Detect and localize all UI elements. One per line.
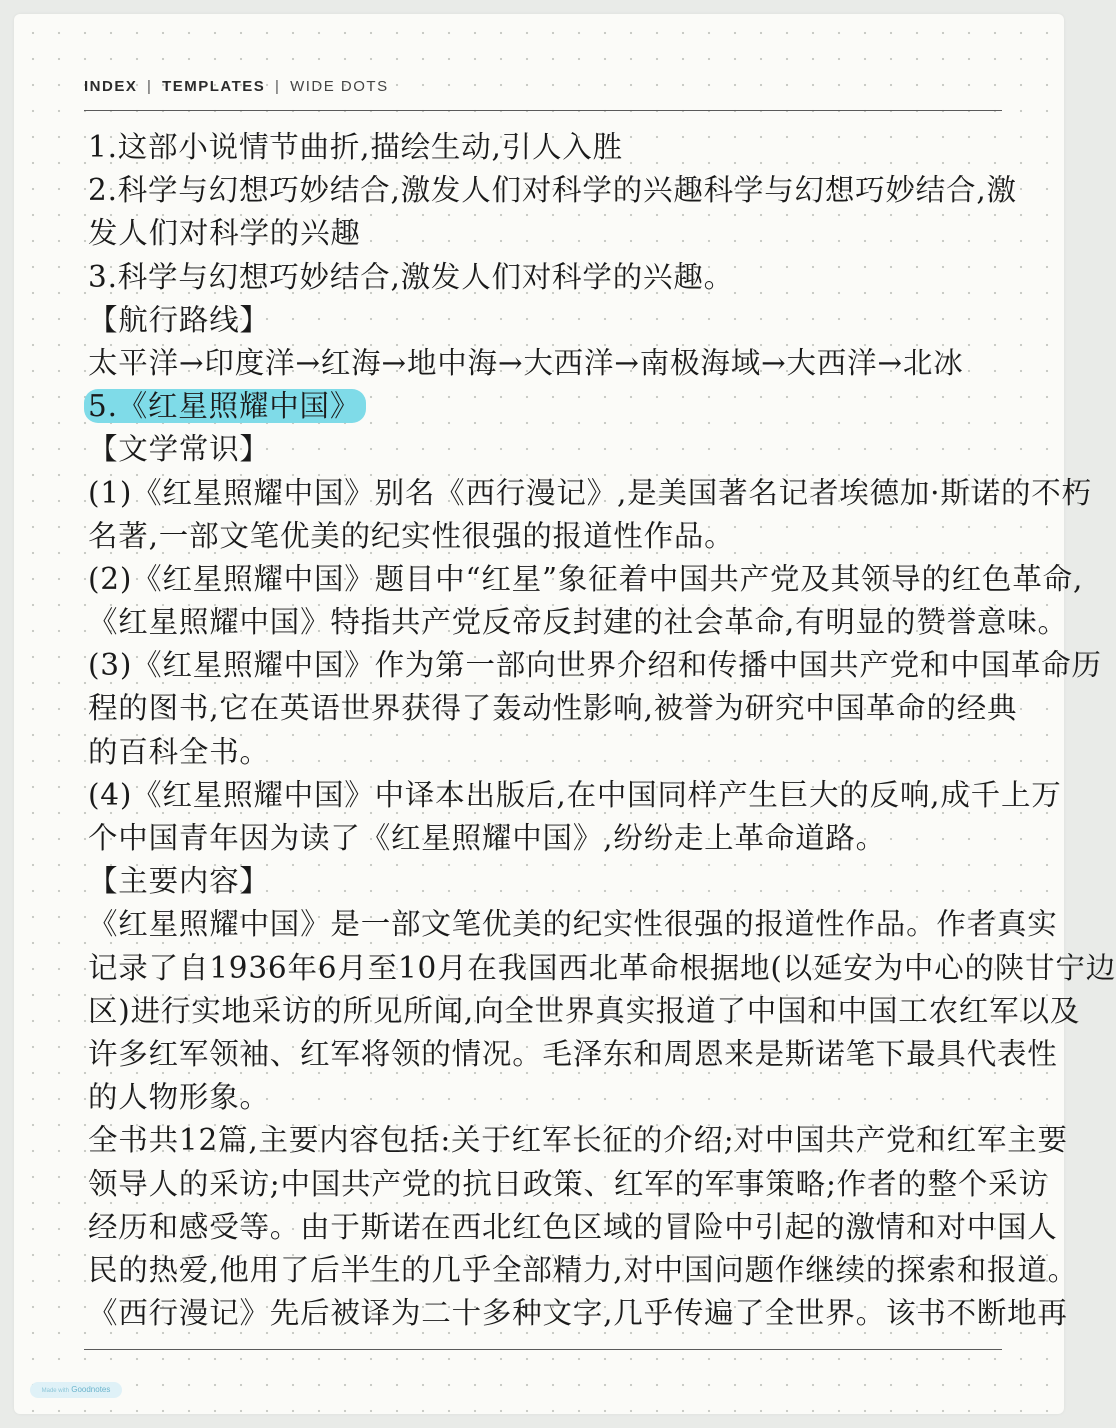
section-heading: 【主要内容】	[88, 864, 270, 899]
top-rule	[84, 110, 1002, 111]
note-line: (4)《红星照耀中国》中译本出版后,在中国同样产生巨大的反响,成千上万	[88, 777, 1062, 812]
note-line: 的人物形象。	[88, 1080, 270, 1115]
note-line: 《红星照耀中国》特指共产党反帝反封建的社会革命,有明显的赞誉意味。	[88, 605, 1068, 640]
handwritten-notes	[88, 126, 1116, 1335]
header-index[interactable]: INDEX	[84, 78, 138, 95]
note-line: 太平洋→印度洋→红海→地中海→大西洋→南极海域→大西洋→北冰	[88, 345, 964, 380]
notebook-page	[14, 14, 1116, 1414]
goodnotes-badge	[30, 1382, 122, 1398]
note-line: 全书共12篇,主要内容包括:关于红军长征的介绍;对中国共产党和红军主要	[88, 1123, 1068, 1158]
note-line: 的百科全书。	[88, 734, 270, 769]
highlighted-title	[88, 385, 1013, 428]
note-line: 程的图书,它在英语世界获得了轰动性影响,被誉为研究中国革命的经典	[88, 691, 1018, 726]
note-line: 经历和感受等。由于斯诺在西北红色区域的冒险中引起的激情和对中国人	[88, 1209, 1058, 1244]
bottom-rule	[84, 1349, 1002, 1350]
header-separator: |	[147, 78, 153, 95]
note-line: 个中国青年因为读了《红星照耀中国》,纷纷走上革命道路。	[88, 821, 886, 855]
note-line: 《红星照耀中国》是一部文笔优美的纪实性很强的报道性作品。作者真实	[88, 907, 1058, 942]
highlight-marker: 5.《红星照耀中国》	[84, 389, 366, 423]
note-line: 2.科学与幻想巧妙结合,激发人们对科学的兴趣科学与幻想巧妙结合,激	[88, 173, 1017, 208]
header-separator: |	[275, 78, 281, 95]
note-line: 区)进行实地采访的所见所闻,向全世界真实报道了中国和中国工农红军以及	[88, 993, 1081, 1028]
note-line: 领导人的采访;中国共产党的抗日政策、红军的军事策略;作者的整个采访	[88, 1166, 1049, 1201]
goodnotes-label: Goodnotes	[71, 1385, 111, 1394]
note-line: (2)《红星照耀中国》题目中“红星”象征着中国共产党及其领导的红色革命,	[88, 561, 1084, 596]
note-line: 名著,一部文笔优美的纪实性很强的报道性作品。	[88, 518, 735, 553]
section-heading: 【文学常识】	[88, 432, 270, 467]
note-line: 发人们对科学的兴趣	[88, 216, 361, 251]
note-line: (3)《红星照耀中国》作为第一部向世界介绍和传播中国共产党和中国革命历	[88, 648, 1102, 683]
header-templates[interactable]: TEMPLATES	[162, 78, 266, 95]
note-line: 记录了自1936年6月至10月在我国西北革命根据地(以延安为中心的陕甘宁边	[88, 950, 1116, 985]
made-with-label: Made with	[41, 1388, 69, 1394]
note-line: 许多红军领袖、红军将领的情况。毛泽东和周恩来是斯诺笔下最具代表性	[88, 1036, 1058, 1071]
note-line: 1.这部小说情节曲折,描绘生动,引人入胜	[88, 130, 623, 164]
note-line: (1)《红星照耀中国》别名《西行漫记》,是美国著名记者埃德加·斯诺的不朽	[88, 475, 1092, 510]
page-header	[84, 78, 389, 95]
note-line: 3.科学与幻想巧妙结合,激发人们对科学的兴趣。	[88, 259, 734, 294]
note-line: 民的热爱,他用了后半生的几乎全部精力,对中国问题作继续的探索和报道。	[88, 1252, 1078, 1287]
header-wide-dots: WIDE DOTS	[290, 78, 389, 95]
section-heading: 【航行路线】	[88, 302, 270, 337]
note-line: 《西行漫记》先后被译为二十多种文字,几乎传遍了全世界。该书不断地再	[88, 1296, 1068, 1331]
